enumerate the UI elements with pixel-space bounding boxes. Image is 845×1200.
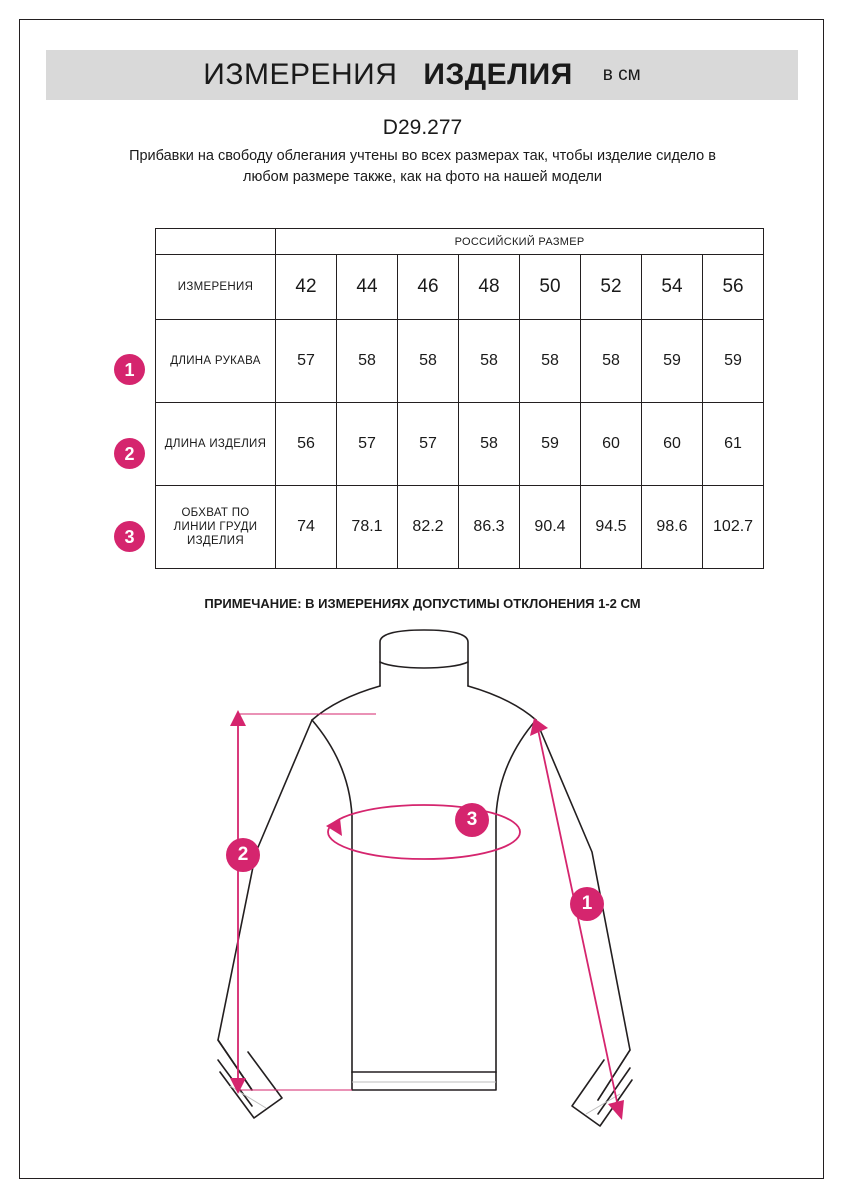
cell-length-42: 56 xyxy=(276,403,337,486)
table-size-header-56: 56 xyxy=(703,255,764,320)
cell-length-56: 61 xyxy=(703,403,764,486)
cell-chest-54: 98.6 xyxy=(642,486,703,569)
table-measure-header: ИЗМЕРЕНИЯ xyxy=(156,255,276,320)
cell-chest-56: 102.7 xyxy=(703,486,764,569)
header-title-measurements: ИЗМЕРЕНИЯ xyxy=(203,58,398,91)
table-header-row xyxy=(156,255,764,320)
table-group-header: РОССИЙСКИЙ РАЗМЕР xyxy=(276,229,764,255)
table-size-header-50: 50 xyxy=(520,255,581,320)
marker-badge-1: 1 xyxy=(114,354,145,385)
row-label-chest-girth: ОБХВАТ ПО ЛИНИИ ГРУДИ ИЗДЕЛИЯ xyxy=(156,486,276,569)
table-size-header-44: 44 xyxy=(337,255,398,320)
size-table xyxy=(155,228,764,569)
cell-length-46: 57 xyxy=(398,403,459,486)
table-row xyxy=(156,486,764,569)
cell-sleeve-48: 58 xyxy=(459,320,520,403)
row-label-sleeve-length: ДЛИНА РУКАВА xyxy=(156,320,276,403)
table-corner-cell xyxy=(156,229,276,255)
cell-chest-46: 82.2 xyxy=(398,486,459,569)
table-size-header-42: 42 xyxy=(276,255,337,320)
garment-illustration xyxy=(200,620,680,1140)
table-size-header-54: 54 xyxy=(642,255,703,320)
cell-chest-50: 90.4 xyxy=(520,486,581,569)
cell-sleeve-54: 59 xyxy=(642,320,703,403)
size-table-wrapper xyxy=(155,228,763,569)
article-code: D29.277 xyxy=(382,116,463,139)
diagram-marker-2: 2 xyxy=(226,838,260,872)
cell-length-50: 59 xyxy=(520,403,581,486)
cell-length-48: 58 xyxy=(459,403,520,486)
intro-text: Прибавки на свободу облегания учтены во всех размерах так, чтобы изделие сидело в любом размере также, как на фото на нашей модели xyxy=(129,148,716,185)
table-size-header-46: 46 xyxy=(398,255,459,320)
table-row xyxy=(156,320,764,403)
cell-chest-44: 78.1 xyxy=(337,486,398,569)
cell-length-44: 57 xyxy=(337,403,398,486)
cell-sleeve-46: 58 xyxy=(398,320,459,403)
marker-badge-2: 2 xyxy=(114,438,145,469)
table-size-header-52: 52 xyxy=(581,255,642,320)
table-group-header-row xyxy=(156,229,764,255)
diagram-marker-3: 3 xyxy=(455,803,489,837)
table-size-header-48: 48 xyxy=(459,255,520,320)
diagram-marker-1: 1 xyxy=(570,887,604,921)
cell-chest-52: 94.5 xyxy=(581,486,642,569)
table-row xyxy=(156,403,764,486)
row-label-product-length: ДЛИНА ИЗДЕЛИЯ xyxy=(156,403,276,486)
garment-diagram xyxy=(200,620,680,1140)
cell-chest-42: 74 xyxy=(276,486,337,569)
cell-length-52: 60 xyxy=(581,403,642,486)
header xyxy=(46,50,798,100)
header-units: в см xyxy=(602,64,641,85)
cell-length-54: 60 xyxy=(642,403,703,486)
note-text: ПРИМЕЧАНИЕ: В ИЗМЕРЕНИЯХ ДОПУСТИМЫ ОТКЛОНЕНИЯ 1-2 СМ xyxy=(204,596,641,611)
cell-sleeve-44: 58 xyxy=(337,320,398,403)
marker-badge-3: 3 xyxy=(114,521,145,552)
cell-sleeve-42: 57 xyxy=(276,320,337,403)
header-title-product: ИЗДЕЛИЯ xyxy=(423,58,573,91)
cell-sleeve-52: 58 xyxy=(581,320,642,403)
cell-sleeve-56: 59 xyxy=(703,320,764,403)
cell-sleeve-50: 58 xyxy=(520,320,581,403)
cell-chest-48: 86.3 xyxy=(459,486,520,569)
